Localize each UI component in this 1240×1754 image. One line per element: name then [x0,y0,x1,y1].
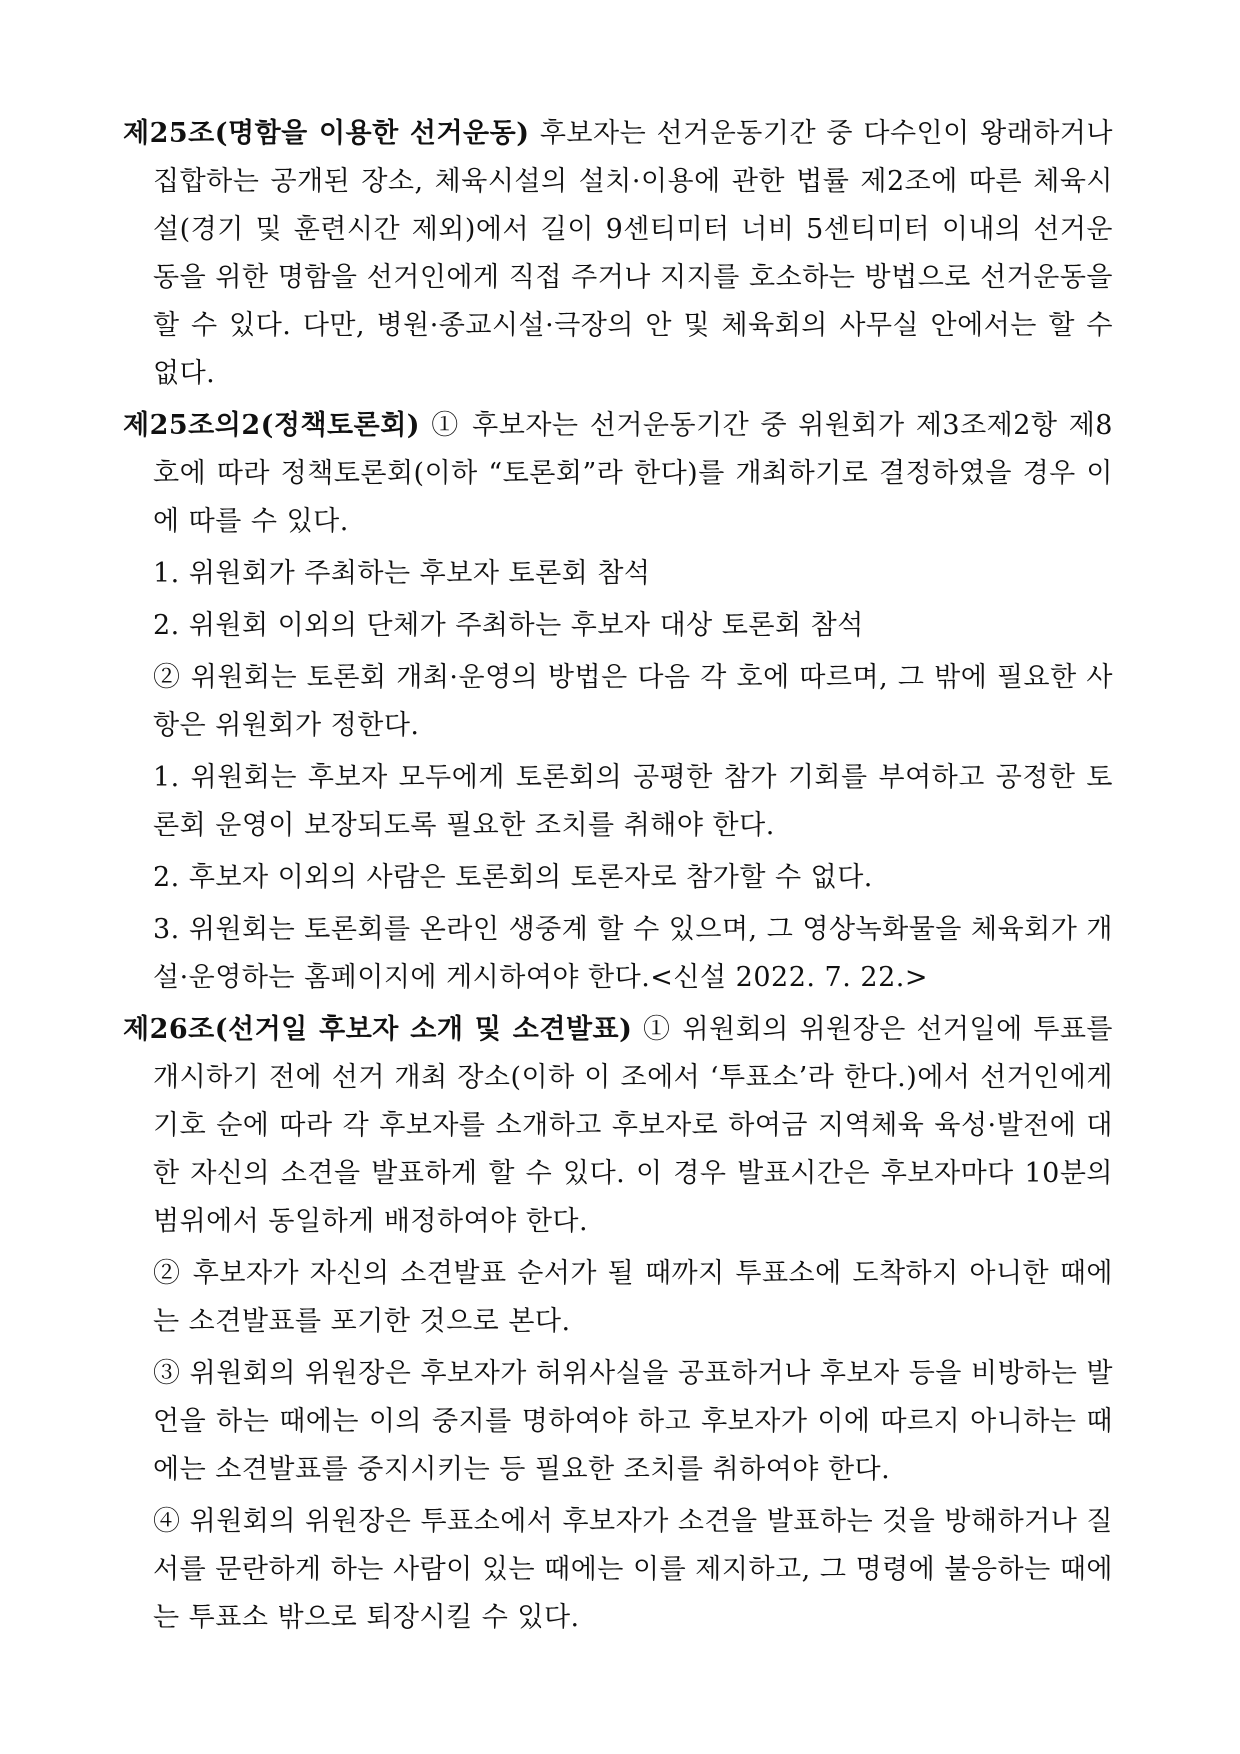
list-item: 2. 후보자 이외의 사람은 토론회의 토론자로 참가할 수 없다. [153,862,873,893]
article-title: 제26조(선거일 후보자 소개 및 소견발표) [123,1014,633,1045]
list-item: 2. 위원회 이외의 단체가 주최하는 후보자 대상 토론회 참석 [153,610,864,641]
list-item [123,754,1113,850]
article-25 [123,110,1113,398]
list-item: 1. 위원회가 주최하는 후보자 토론회 참석 [153,558,651,589]
paragraph: ④ 위원회의 위원장은 투표소에서 후보자가 소견을 발표하는 것을 방해하거나 질서를 문란하게 하는 사람이 있는 때에는 이를 제지하고, 그 명령에 불응하는 때에는 투표소 밖으로 퇴장시킬 수 있다. [153,1506,1113,1633]
article-26 [123,1006,1113,1246]
paragraph: ② 위원회는 토론회 개최·운영의 방법은 다음 각 호에 따르며, 그 밖에 필요한 사항은 위원회가 정한다. [153,662,1113,741]
article-25-2 [123,402,1113,546]
paragraph: ② 후보자가 자신의 소견발표 순서가 될 때까지 투표소에 도착하지 아니한 때에는 소견발표를 포기한 것으로 본다. [153,1258,1113,1337]
list-item: 3. 위원회는 토론회를 온라인 생중계 할 수 있으며, 그 영상녹화물을 체육회가 개설·운영하는 홈페이지에 게시하여야 한다.<신설 2022. 7. 22.> [153,914,1113,993]
article-text: ① 후보자는 선거운동기간 중 위원회가 제3조제2항 제8호에 따라 정책토론회(이하 “토론회”라 한다)를 개최하기로 결정하였을 경우 이에 따를 수 있다. [153,410,1113,537]
article-text: ① 위원회의 위원장은 선거일에 투표를 개시하기 전에 선거 개최 장소(이하 이 조에서 ‘투표소’라 한다.)에서 선거인에게 기호 순에 따라 각 후보자를 소개하고 후보자로 하여금 지역체육 육성·발전에 대한 자신의 소견을 발표하게 할 수 있다. 이 경우 발표시간은 후보자마다 10분의 범위에서 동일하게 배정하여야 한다. [153,1014,1113,1237]
paragraph: ③ 위원회의 위원장은 후보자가 허위사실을 공표하거나 후보자 등을 비방하는 발언을 하는 때에는 이의 중지를 명하여야 하고 후보자가 이에 따르지 아니하는 때에는 소견발표를 중지시키는 등 필요한 조치를 취하여야 한다. [153,1358,1113,1485]
article-text: 후보자는 선거운동기간 중 다수인이 왕래하거나 집합하는 공개된 장소, 체육시설의 설치·이용에 관한 법률 제2조에 따른 체육시설(경기 및 훈련시간 제외)에서 길이 9센티미터 너비 5센티미터 이내의 선거운동을 위한 명함을 선거인에게 직접 주거나 지지를 호소하는 방법으로 선거운동을 할 수 있다. 다만, 병원·종교시설·극장의 안 및 체육회의 사무실 안에서는 할 수 없다. [153,118,1113,389]
article-title: 제25조(명함을 이용한 선거운동) [123,118,530,149]
article-title: 제25조의2(정책토론회) [123,410,421,441]
list-item-text: 1. 위원회는 후보자 모두에게 토론회의 공평한 참가 기회를 부여하고 공정한 토론회 운영이 보장되도록 필요한 조치를 취해야 한다. [153,762,1113,841]
document-body [123,110,1113,1646]
